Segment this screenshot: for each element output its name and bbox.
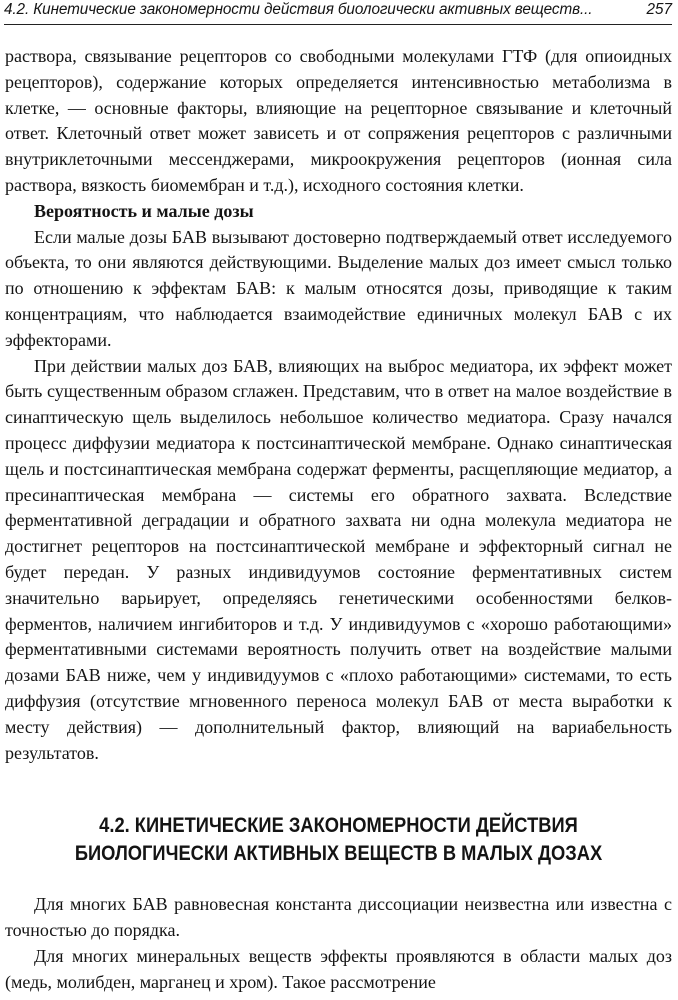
running-head-title: 4.2. Кинетические закономерности действия биологически активных веществ... — [4, 1, 593, 18]
section-title — [5, 812, 672, 866]
body-text — [5, 44, 672, 996]
paragraph-small-doses: Если малые дозы БАВ вызывают достоверно подтверждаемый ответ исследуемого объекта, то они являются действующими. Выделение малых доз имеет смысл только по отношению к эффектам БАВ: к малым относятся дозы, приводящие к таким концентрациям, что наблюдается взаимодействие единичных молекул БАВ с их эффекторами. — [5, 226, 672, 350]
running-head — [4, 0, 672, 26]
paragraph-dissociation: Для многих БАВ равновесная константа диссоциации неизвестна или известна с точностью до порядка. — [5, 894, 672, 941]
subheading-probability: Вероятность и малые дозы — [34, 200, 254, 221]
section-title-line-1: 4.2. КИНЕТИЧЕСКИЕ ЗАКОНОМЕРНОСТИ ДЕЙСТВИЯ — [99, 813, 578, 838]
page-number: 257 — [646, 1, 672, 18]
paragraph-continuation: раствора, связывание рецепторов со свободными молекулами ГТФ (для опиоидных рецепторов), содержание которых определяется интенсивностью метаболизма в клетке, — основные факторы, влияющие на рецепторное связывание и клеточный ответ. Клеточный ответ может зависеть и от сопряжения рецепторов с различными внутриклеточными мессенджерами, микроокружения рецепторов (ионная сила раствора, вязкость биомембран и т.д.), исходного состояния клетки. — [5, 46, 672, 195]
paragraph-mediator: При действии малых доз БАВ, влияющих на выброс медиатора, их эффект может быть существенным образом сглажен. Представим, что в ответ на малое воздействие в синаптическую щель выделилось небольшое количество медиатора. Сразу начался процесс диффузии медиатора к постсинаптической мембране. Однако синаптическая щель и постсинаптическая мембрана содержат ферменты, расщепляющие медиатор, а пресинаптическая мембрана — системы его обратного захвата. Вследствие ферментативной деградации и обратного захвата ни одна молекула медиатора не достигнет рецепторов на постсинаптической мембране и эффекторный сигнал не будет передан. У разных индивидуумов состояние ферментативных систем значительно варьирует, определяясь генетическими особенностями белков-ферментов, наличием ингибиторов и т.д. У индивидуумов с «хорошо работающими» ферментативными системами вероятность получить ответ на воздействие малыми дозами БАВ ниже, чем у индивидуумов с «плохо работающими» системами, то есть диффузия (отсутствие мгновенного переноса молекул БАВ от места выработки к месту действия) — дополнительный фактор, влияющий на вариабельность результатов. — [5, 355, 672, 763]
paragraph-minerals: Для многих минеральных веществ эффекты проявляются в области малых доз (медь, молибден, марганец и хром). Такое рассмотрение — [5, 945, 672, 992]
section-title-line-2: БИОЛОГИЧЕСКИ АКТИВНЫХ ВЕЩЕСТВ В МАЛЫХ ДОЗАХ — [74, 841, 603, 866]
header-rule — [4, 24, 672, 25]
